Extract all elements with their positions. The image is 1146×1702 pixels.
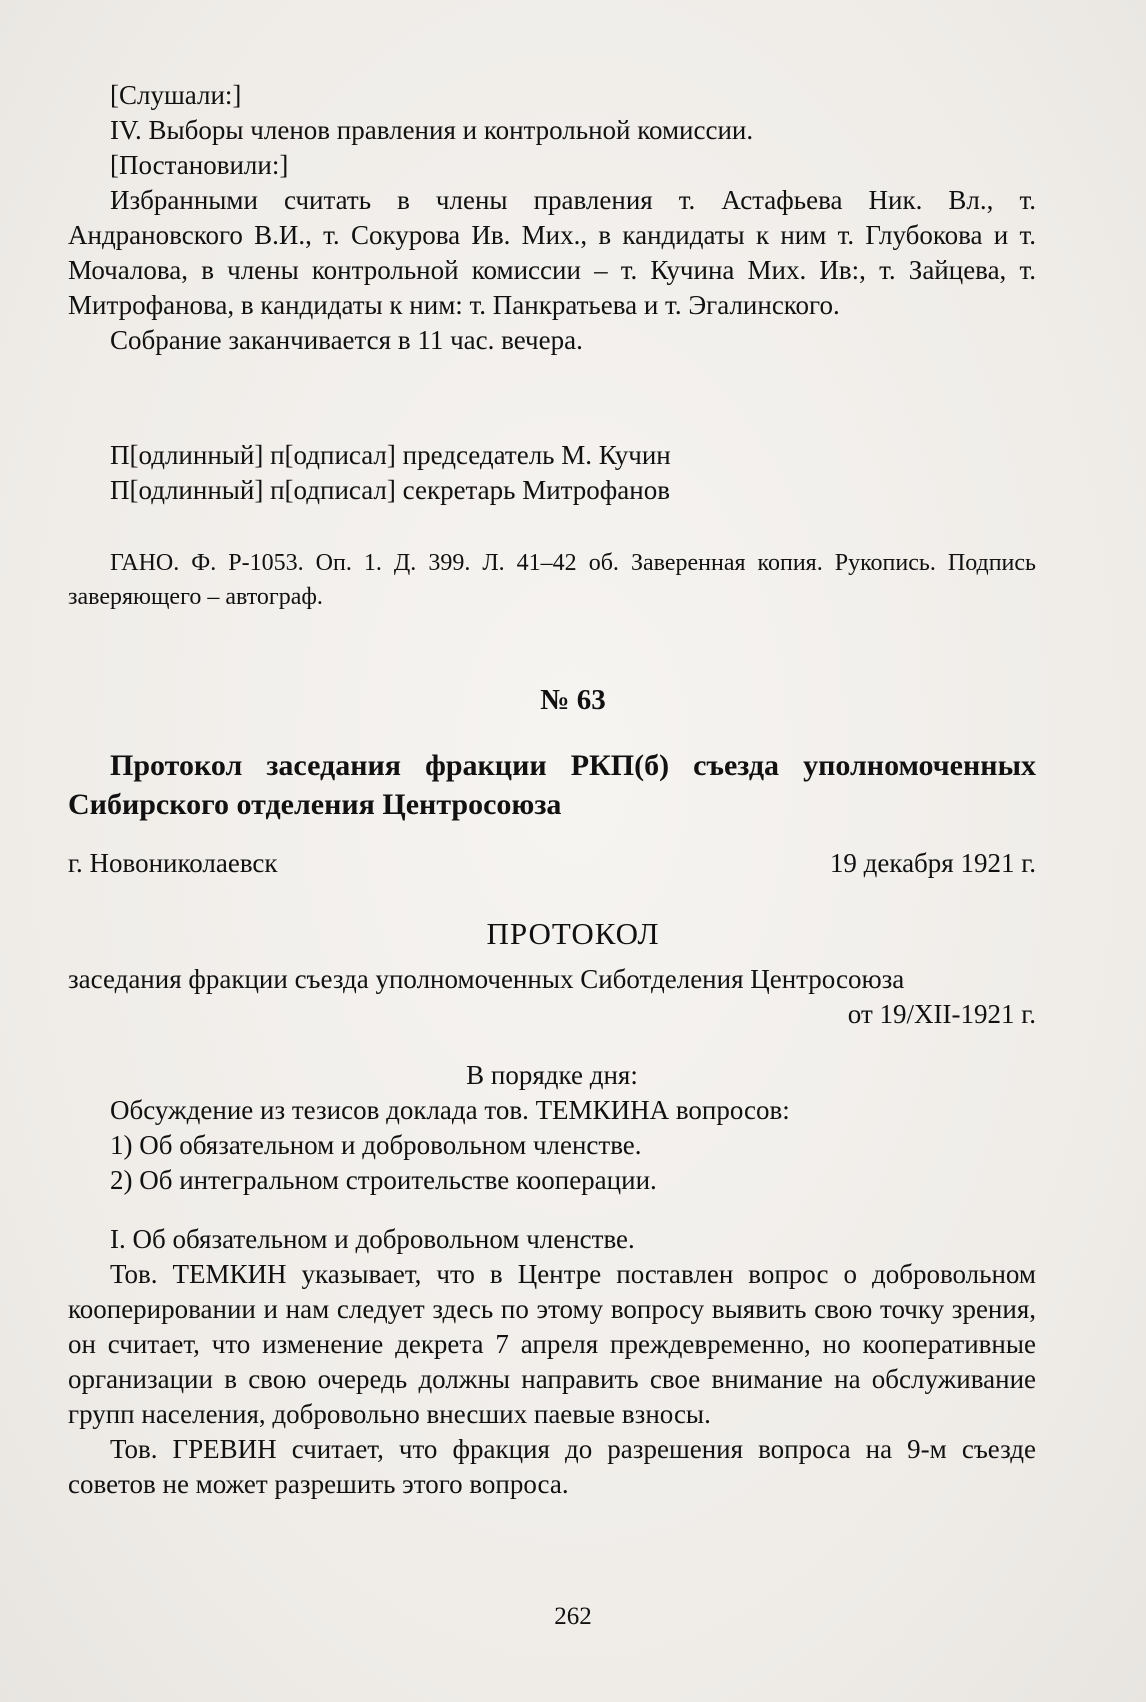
agenda-item: 2) Об интегральном строительстве кооперации. [110,1165,657,1195]
agenda-heading: В порядке дня: [466,1060,638,1090]
heard-label: [Слушали:] [110,80,242,110]
document-title: Протокол заседания фракции РКП(б) съезда уполномоченных Сибирского отделения Центросоюза [68,749,1036,821]
protocol-heading: ПРОТОКОЛ [486,916,660,951]
section-heading: I. Об обязательном и добровольном членстве. [110,1224,635,1254]
grevin-paragraph: Тов. ГРЕВИН считает, что фракция до разрешения вопроса на 9-м съезде советов не может разрешить этого вопроса. [68,1434,1036,1499]
agenda-item: 1) Об обязательном и добровольном членстве. [110,1130,642,1160]
place-date-row [68,848,1036,879]
document-number: № 63 [540,684,606,716]
discussion [68,1222,1036,1502]
secretary-signature: П[одлинный] п[одписал] секретарь Митрофанов [110,475,670,505]
protocol-subtitle-line1: заседания фракции съезда уполномоченных Сиботделения Центросоюза [68,964,905,994]
protocol-subtitle-line2: от 19/XII-1921 г. [847,999,1036,1029]
closing-line: Собрание заканчивается в 11 час. вечера. [110,325,583,355]
agenda-item-iv: IV. Выборы членов правления и контрольной комиссии. [110,115,754,145]
archive-reference [68,546,1036,614]
protocol-subtitle [68,962,1036,1032]
chairman-signature: П[одлинный] п[одписал] председатель М. Кучин [110,440,671,470]
signatures [68,438,1036,508]
elected-paragraph: Избранными считать в члены правления т. Астафьева Ник. Вл., т. Андрановского В.И., т. Сокурова Ив. Мих., в кандидаты к ним т. Глубокова и т. Мочалова, в члены контрольной комиссии – т. Кучина Мих. Ив:, т. Зайцева, т. Митрофанова, в кандидаты к ним: т. Панкратьева и т. Эгалинского. [68,185,1036,320]
minutes-continuation [68,78,1036,358]
temkin-paragraph: Тов. ТЕМКИН указывает, что в Центре поставлен вопрос о добровольном кооперировании и нам следует здесь по этому вопросу выявить свою точку зрения, он считает, что изменение декрета 7 апреля преждевременно, но кооперативные организации в свою очередь должны направить свое внимание на обслуживание групп населения, добровольно внесших паевые взносы. [68,1259,1036,1429]
date: 19 декабря 1921 г. [829,848,1036,878]
page-number: 262 [554,1603,592,1630]
place: г. Новониколаевск [68,848,278,878]
decided-label: [Постановили:] [110,150,289,180]
archive-reference-text: ГАНО. Ф. Р-1053. Оп. 1. Д. 399. Л. 41–42 об. Заверенная копия. Рукопись. Подпись заверяющего – автограф. [68,550,1036,610]
agenda [68,1058,1036,1198]
agenda-intro: Обсуждение из тезисов доклада тов. ТЕМКИНА вопросов: [110,1095,790,1125]
